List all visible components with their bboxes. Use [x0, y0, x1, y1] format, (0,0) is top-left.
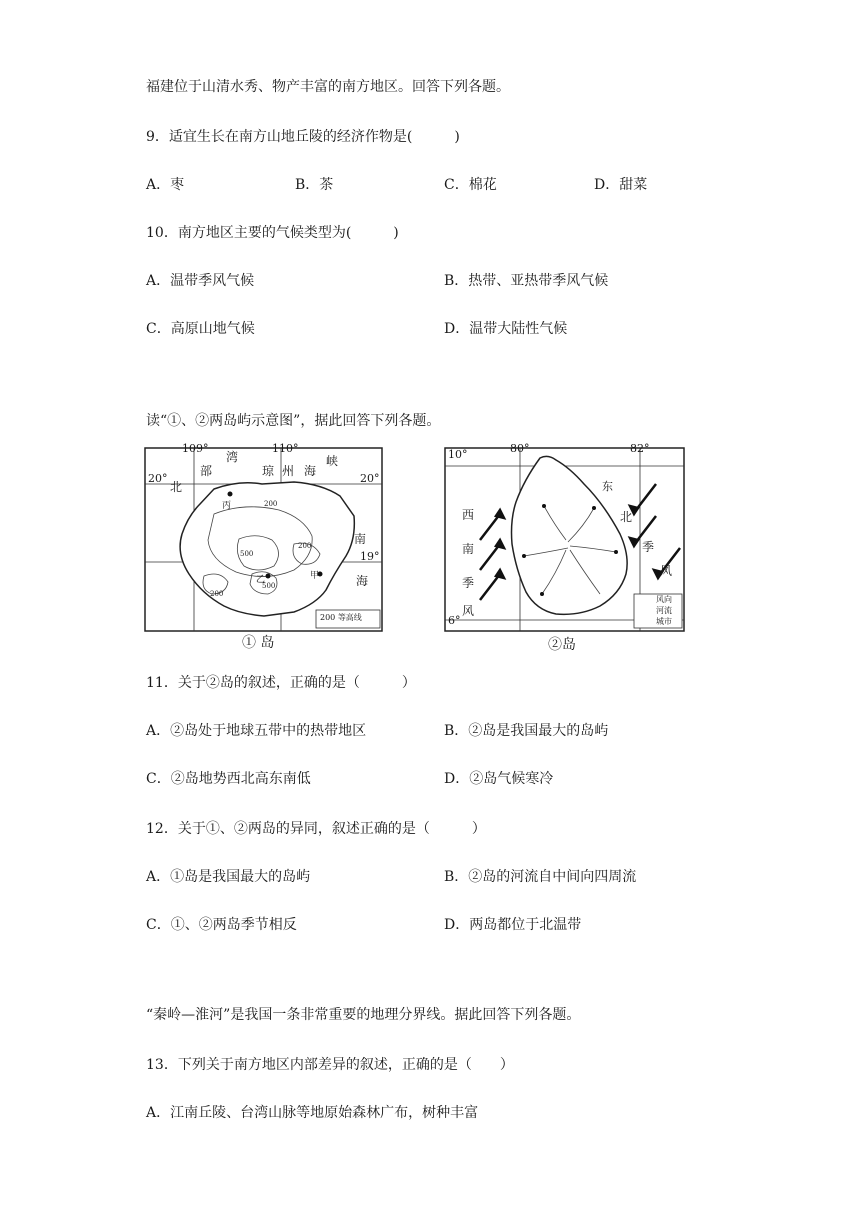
map1-contour-label: 200: [298, 542, 312, 550]
map1-label-wan: 湾: [226, 450, 239, 464]
map1-lat-19: 19°: [360, 550, 380, 563]
question-9-option-b: B．茶: [295, 177, 334, 193]
question-10-option-d: D．温带大陆性气候: [444, 321, 568, 337]
map1-contour-label: 200: [264, 500, 278, 508]
question-12-stem: 12．关于①、②两岛的异同，叙述正确的是（ ）: [146, 821, 486, 837]
map2-monsoon-ne-4: 风: [660, 564, 673, 578]
question-11-option-b: B．②岛是我国最大的岛屿: [444, 723, 609, 739]
question-11-option-a: A．②岛处于地球五带中的热带地区: [146, 723, 367, 739]
map1-lat-20-right: 20°: [360, 472, 380, 485]
map1-lon-109: 109°: [182, 442, 209, 455]
map1-label-bei: 北: [170, 480, 183, 494]
section-intro-islands: 读“①、②两岛屿示意图”，据此回答下列各题。: [146, 413, 441, 429]
question-11-option-d: D．②岛气候寒冷: [444, 771, 554, 787]
question-10-option-c: C．高原山地气候: [146, 321, 255, 337]
map2-lon-82: 82°: [630, 442, 650, 455]
question-12-option-d: D．两岛都位于北温带: [444, 917, 582, 933]
map2-lat-6: 6°: [448, 614, 461, 627]
map2-monsoon-ne-3: 季: [642, 540, 655, 554]
question-9-option-d: D．甜菜: [594, 177, 648, 193]
map2-legend-wind: 风向: [656, 595, 672, 604]
map2-monsoon-sw-4: 风: [462, 604, 475, 618]
map1-contour-label: 500: [240, 550, 254, 558]
question-12-option-c: C．①、②两岛季节相反: [146, 917, 297, 933]
map2-lat-10: 10°: [448, 448, 468, 461]
question-9-stem: 9．适宜生长在南方山地丘陵的经济作物是( ): [146, 129, 460, 145]
map2-monsoon-sw-3: 季: [462, 576, 475, 590]
question-11-stem: 11．关于②岛的叙述，正确的是（ ）: [146, 675, 416, 691]
map1-lon-110: 110°: [272, 442, 299, 455]
question-10-option-b: B．热带、亚热带季风气候: [444, 273, 609, 289]
map2-legend-city: 城市: [656, 617, 672, 626]
question-13-stem: 13．下列关于南方地区内部差异的叙述，正确的是（ ）: [146, 1057, 514, 1073]
map2-monsoon-ne-1: 东: [602, 480, 613, 493]
question-11-option-c: C．②岛地势西北高东南低: [146, 771, 311, 787]
map1-label-nan: 南: [354, 532, 367, 546]
map1-city-jia: 甲: [310, 571, 320, 581]
map2-monsoon-ne-2: 北: [620, 510, 633, 524]
map2-legend-river: 河流: [656, 606, 672, 615]
map1-legend-contour: 200 等高线: [320, 613, 362, 622]
map1-contour-label: 500: [262, 582, 276, 590]
question-9-option-c: C．棉花: [444, 177, 497, 193]
map1-label-bu: 部: [200, 464, 213, 478]
map1-label-qiong: 琼: [262, 464, 275, 478]
map2-monsoon-sw-1: 西: [462, 508, 475, 522]
map1-label-hai-south: 海: [356, 574, 369, 588]
map1-lat-20-left: 20°: [148, 472, 168, 485]
map1-contour-label: 200: [210, 590, 224, 598]
map1-city-bing: 丙: [222, 501, 232, 511]
map1-label-xia: 峡: [326, 454, 339, 468]
section-intro-qinling: “秦岭—淮河”是我国一条非常重要的地理分界线。据此回答下列各题。: [146, 1007, 581, 1023]
map2-caption: ②岛: [548, 637, 576, 653]
map2-monsoon-sw-2: 南: [462, 542, 475, 556]
map1-label-zhou: 州: [282, 464, 295, 478]
question-10-option-a: A．温带季风气候: [146, 273, 255, 289]
question-9-option-a: A．枣: [146, 177, 185, 193]
island-map-2: [444, 444, 686, 659]
question-10-stem: 10．南方地区主要的气候类型为( ): [146, 225, 399, 241]
map2-lon-80: 80°: [510, 442, 530, 455]
question-12-option-b: B．②岛的河流自中间向四周流: [444, 869, 637, 885]
section-intro-fujian: 福建位于山清水秀、物产丰富的南方地区。回答下列各题。: [146, 79, 510, 95]
map1-caption: ① 岛: [242, 635, 275, 651]
map1-label-hai: 海: [304, 464, 317, 478]
question-12-option-a: A．①岛是我国最大的岛屿: [146, 869, 311, 885]
question-13-option-a: A．江南丘陵、台湾山脉等地原始森林广布，树种丰富: [146, 1105, 479, 1121]
island-map-1: [144, 444, 384, 659]
map1-city-yi: 乙: [256, 575, 266, 585]
